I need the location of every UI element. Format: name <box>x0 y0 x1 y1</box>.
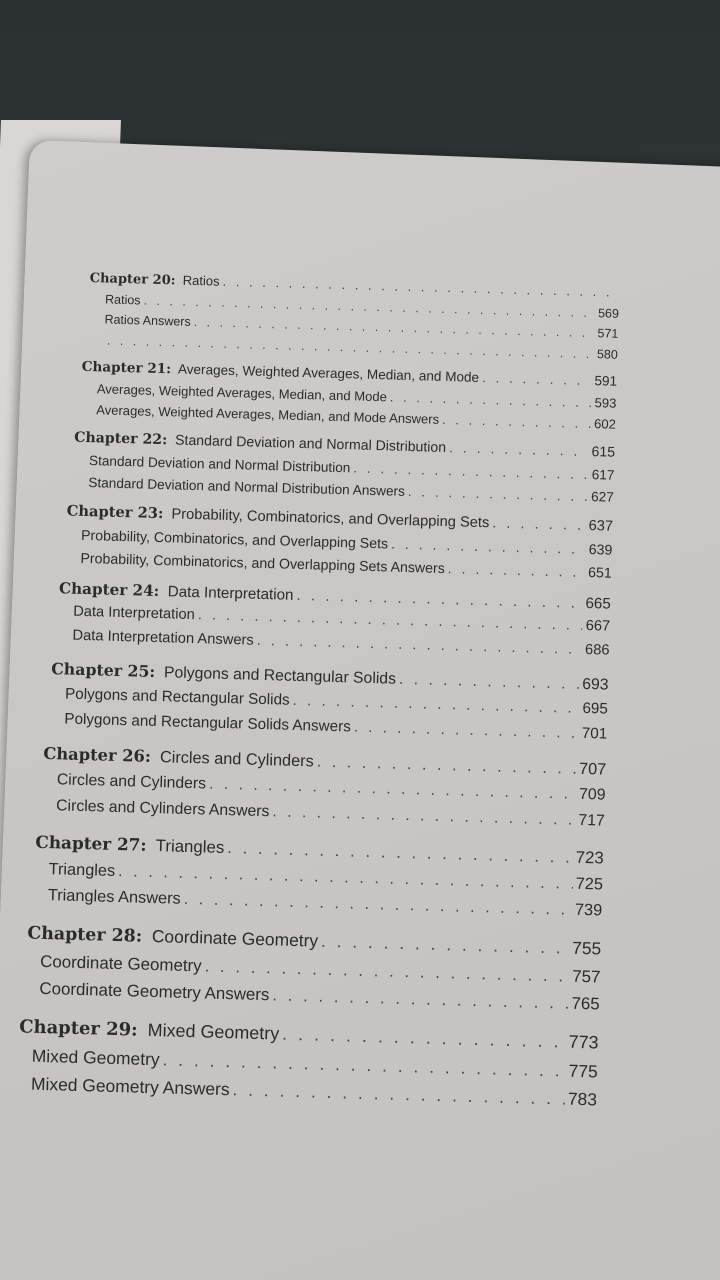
chapter-group <box>50 657 609 747</box>
chapter-group <box>34 828 605 924</box>
entry-page-number: 651 <box>587 563 612 581</box>
chapter-number: Chapter 20: <box>89 270 176 289</box>
chapter-number: Chapter 25: <box>51 658 156 681</box>
chapter-name: Coordinate Geometry <box>151 925 319 951</box>
entry-title: Standard Deviation and Normal Distribution Answers <box>88 474 406 499</box>
entry-title: Triangles <box>48 859 116 880</box>
entry-title: Polygons and Rectangular Solids <box>64 685 290 709</box>
entry-title: Averages, Weighted Averages, Median, and Mode Answers <box>96 402 440 427</box>
chapter-group <box>17 1013 599 1114</box>
chapter-group <box>25 919 601 1018</box>
table-of-contents <box>18 268 620 1126</box>
chapter-name: Data Interpretation <box>167 583 294 604</box>
entry-page-number: 757 <box>571 966 601 987</box>
dot-leader <box>408 481 589 508</box>
entry-page-number: 775 <box>568 1060 599 1082</box>
chapter-page-number: 773 <box>568 1031 599 1053</box>
entry-title: Averages, Weighted Averages, Median, and Mode <box>96 381 388 405</box>
chapter-page-number: 591 <box>594 373 618 389</box>
chapter-name: Ratios <box>182 272 220 289</box>
chapter-page-number: 755 <box>571 937 602 959</box>
entry-page-number: 602 <box>593 416 617 432</box>
entry-page-number: 783 <box>567 1088 598 1110</box>
dot-leader <box>447 557 585 584</box>
entry-title: Circles and Cylinders <box>56 771 207 793</box>
chapter-page-number: 665 <box>585 594 612 613</box>
entry-page-number: 701 <box>581 724 608 743</box>
dot-leader <box>442 409 592 434</box>
chapter-number: Chapter 29: <box>18 1016 138 1041</box>
entry-title: Circles and Cylinders Answers <box>55 797 270 821</box>
entry-title: Coordinate Geometry Answers <box>39 978 270 1005</box>
chapter-group <box>73 427 616 509</box>
chapter-name: Standard Deviation and Normal Distribution <box>174 431 447 455</box>
chapter-number: Chapter 21: <box>81 358 172 378</box>
chapter-name: Probability, Combinatorics, and Overlapping Sets <box>171 506 490 532</box>
dot-leader <box>353 715 579 746</box>
entry-title: Coordinate Geometry <box>39 951 202 976</box>
entry-title: Probability, Combinatorics, and Overlapping Sets Answers <box>80 549 446 576</box>
chapter-number: Chapter 26: <box>43 744 152 767</box>
chapter-number: Chapter 23: <box>66 502 164 523</box>
entry-title: Data Interpretation <box>72 604 196 624</box>
entry-page-number: 593 <box>594 395 617 411</box>
entry-title: Polygons and Rectangular Solids Answers <box>64 710 352 736</box>
entry-page-number: 739 <box>574 901 603 920</box>
chapter-page-number: 707 <box>578 759 607 779</box>
entry-page-number: 571 <box>597 326 619 342</box>
entry-page-number: 765 <box>571 993 600 1014</box>
entry-page-number: 695 <box>582 700 609 718</box>
chapter-group <box>42 741 607 834</box>
chapter-number: Chapter 28: <box>27 923 143 947</box>
dot-leader <box>492 513 586 538</box>
entry-title: Probability, Combinatorics, and Overlapping Sets <box>80 526 389 552</box>
chapter-number: Chapter 24: <box>58 579 160 600</box>
chapter-page-number: 637 <box>588 518 614 535</box>
entry-title: Triangles Answers <box>47 886 181 909</box>
chapter-page-number: 723 <box>575 847 604 868</box>
chapter-name: Mixed Geometry <box>147 1019 280 1044</box>
chapter-name: Averages, Weighted Averages, Median, and Mode <box>177 361 480 385</box>
entry-page-number: 569 <box>597 306 620 321</box>
dot-leader <box>449 437 589 463</box>
entry-page-number: 709 <box>578 786 606 804</box>
chapter-group <box>88 268 620 365</box>
entry-page-number: 725 <box>575 874 604 894</box>
entry-page-number: 580 <box>596 346 618 362</box>
chapter-name: Triangles <box>155 835 225 857</box>
entry-title: Ratios <box>104 292 141 308</box>
entry-page-number: 686 <box>584 642 610 659</box>
chapter-page-number: 693 <box>582 675 609 694</box>
entry-page-number: 717 <box>578 811 605 830</box>
chapter-group <box>65 501 613 585</box>
chapter-group <box>80 356 617 435</box>
entry-title: Mixed Geometry <box>31 1045 160 1070</box>
chapter-number: Chapter 22: <box>74 429 168 449</box>
chapter-page-number: 615 <box>591 442 616 460</box>
entry-page-number: 617 <box>591 466 615 483</box>
entry-title: Data Interpretation Answers <box>72 627 254 649</box>
dot-leader <box>482 367 592 391</box>
entry-page-number: 639 <box>588 540 613 558</box>
entry-page-number: 627 <box>590 488 615 505</box>
entry-title: Standard Deviation and Normal Distribution <box>88 452 351 476</box>
entry-page-number: 667 <box>585 618 611 636</box>
chapter-name: Circles and Cylinders <box>159 748 314 771</box>
entry-title: Ratios Answers <box>104 312 191 330</box>
entry-title: Mixed Geometry Answers <box>30 1073 230 1100</box>
chapter-group <box>57 577 611 664</box>
chapter-number: Chapter 27: <box>35 831 147 855</box>
chapter-name: Polygons and Rectangular Solids <box>163 664 397 688</box>
